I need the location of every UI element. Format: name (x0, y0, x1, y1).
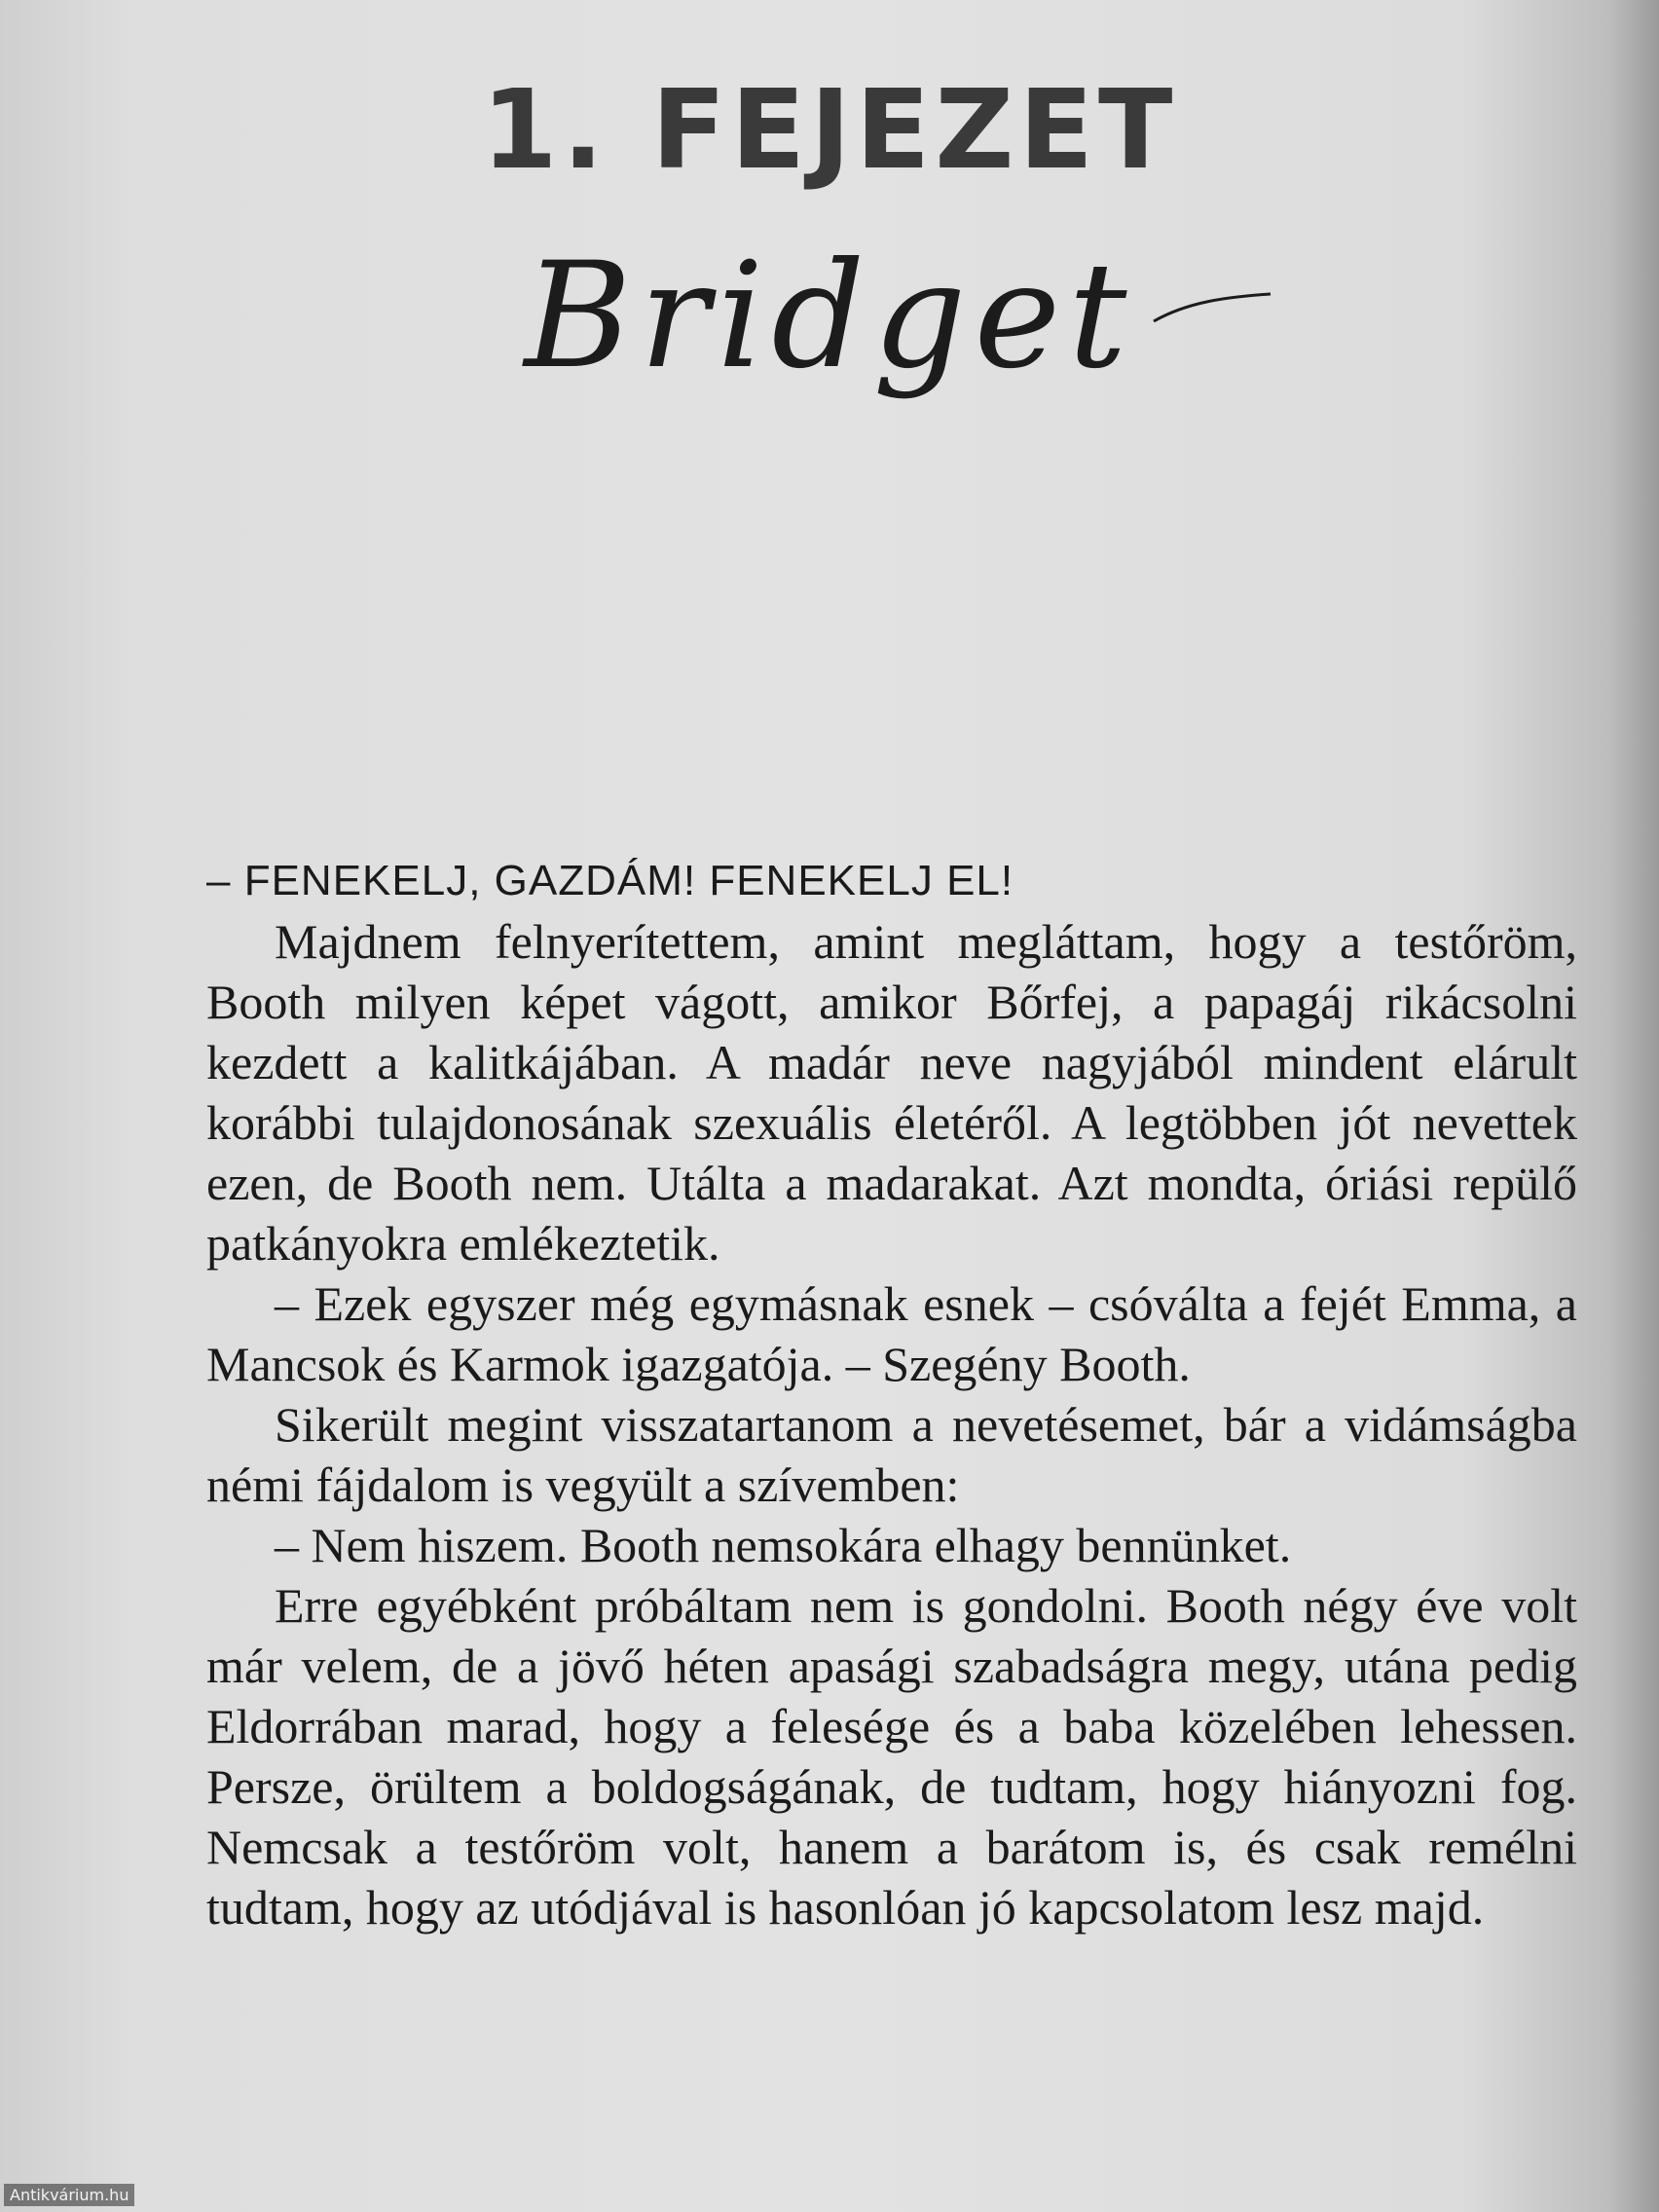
paragraph-3: – Ezek egyszer még egymásnak esnek – csóválta a fejét Emma, a Mancsok és Karmok igazgatója. – Szegény Booth. (206, 1276, 1577, 1391)
paragraph-4: Sikerült megint visszatartanom a nevetésemet, bár a vidámságba némi fájdalom is vegyült a szívemben: (206, 1397, 1577, 1512)
paragraph-5: – Nem hiszem. Booth nemsokára elhagy bennünket. (275, 1518, 1292, 1572)
chapter-name-script: Bridget (524, 232, 1135, 401)
paragraph-1: – FENEKELJ, GAZDÁM! FENEKELJ EL! (206, 857, 1014, 904)
chapter-body (206, 851, 1577, 1937)
chapter-heading: 1. FEJEZET (481, 67, 1178, 194)
paragraph-6: Erre egyébként próbáltam nem is gondolni. Booth négy éve volt már velem, de a jövő héten apasági szabadságra megy, utána pedig Eldorrában marad, hogy a felesége és a baba közelében lehessen. Persze, örültem a boldogságának, de tudtam, hogy hiányozni fog. Nemcsak a testőröm volt, hanem a barátom is, és csak remélni tudtam, hogy az utódjával is hasonlóan jó kapcsolatom lesz majd. (206, 1578, 1577, 1935)
watermark-label: Antikvárium.hu (4, 2184, 134, 2206)
paragraph-2: Majdnem felnyerítettem, amint megláttam, hogy a testőröm, Booth milyen képet vágott, amikor Bőrfej, a papagáj rikácsolni kezdett a kalitkájában. A madár neve nagyjából mindent elárult korábbi tulajdonosának szexuális életéről. A legtöbben jót nevettek ezen, de Booth nem. Utálta a madarakat. Azt mondta, óriási repülő patkányokra emlékeztetik. (206, 914, 1577, 1271)
flourish-decoration (1149, 282, 1275, 341)
